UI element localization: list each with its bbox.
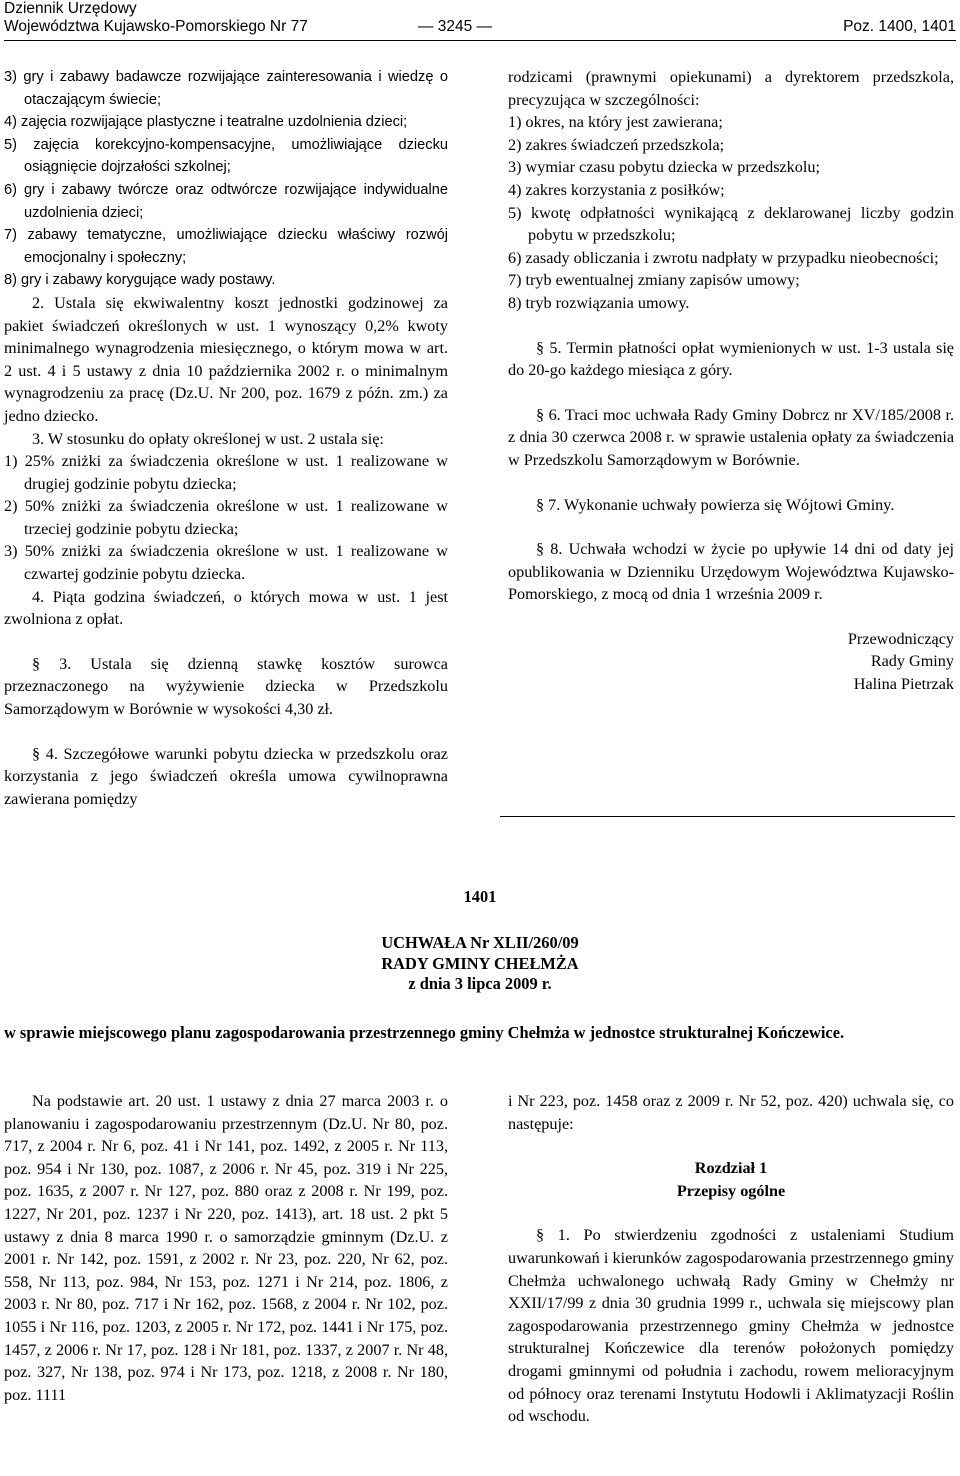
act-heading — [0, 933, 960, 995]
list-item: 1) okres, na który jest zawierana; — [508, 113, 723, 132]
spacer — [4, 721, 448, 743]
signature-name: Halina Pietrzak — [853, 675, 954, 694]
left-column — [4, 66, 448, 810]
bottom-left-column — [4, 1090, 448, 1406]
voivodeship-issue: Województwa Kujawsko-Pomorskiego Nr 77 — [4, 18, 308, 35]
section-8: § 8. Uchwała wchodzi w życie po upływie 14 dni od daty jej opublikowania w Dzienniku Urzędowym Województwa Kujawsko-Pomorskiego, z mocą od dnia 1 września 2009 r. — [508, 540, 954, 604]
list-item: 2) 50% zniżki za świadczenia określone w ust. 1 realizowane w trzeciej godzinie pobytu dziecka; — [4, 497, 448, 538]
list-item: 5) zajęcia korekcyjno-kompensacyjne, umożliwiające dziecku osiągnięcie dojrzałości szkolnej; — [4, 136, 448, 176]
list-item: 3) 50% zniżki za świadczenia określone w ust. 1 realizowane w czwartej godzinie pobytu dziecka. — [4, 542, 448, 584]
section-7: § 7. Wykonanie uchwały powierza się Wójtowi Gminy. — [536, 495, 895, 514]
list-item: 1) 25% zniżki za świadczenia określone w ust. 1 realizowane w drugiej godzinie pobytu dziecka; — [4, 452, 448, 493]
list-item: 4) zajęcia rozwijające plastyczne i teatralne uzdolnienia dzieci; — [4, 114, 408, 131]
spacer — [508, 606, 954, 628]
signature-body: Rady Gminy — [870, 652, 954, 671]
list-item: 5) kwotę odpłatności wynikającą z deklarowanej liczby godzin pobytu w przedszkolu; — [508, 203, 954, 245]
spacer — [4, 631, 448, 653]
page-number: — 3245 — — [418, 18, 493, 35]
list-item: 4) zakres korzystania z posiłków; — [508, 180, 725, 199]
list-item: 6) zasady obliczania i zwrotu nadpłaty w przypadku nieobecności; — [508, 248, 939, 267]
section-5: § 5. Termin płatności opłat wymienionych w ust. 1-3 ustala się do 20-go każdego miesiąca z góry. — [508, 338, 954, 380]
chapter-label: Rozdział 1 — [694, 1159, 768, 1178]
section-1: § 1. Po stwierdzeniu zgodności z ustaleniami Studium uwarunkowań i kierunków zagospodarowania przestrzennego gminy Chełmża uchwalonego uchwałą Rady Gminy w Chełmży nr XXII/17/99 z dnia 30 grudnia 1999 r., uchwala się miejscowy plan zagospodarowania przestrzennego gminy Chełmża w jednostce strukturalnej Kończewice dla terenów położonych pomiędzy drogami gminnymi od południa i zachodu, rowem melioracyjnym od północy oraz terenami Instytutu Hodowli i Aklimatyzacji Roślin od wschodu. — [508, 1226, 954, 1426]
list-item: 6) gry i zabawy twórcze oraz odtwórcze rozwijające indywidualne uzdolnienia dzieci; — [4, 181, 448, 221]
paragraph: 3. W stosunku do opłaty określonej w ust. 2 ustala się: — [32, 429, 384, 448]
spacer — [508, 1135, 954, 1157]
legal-basis-continued: i Nr 223, poz. 1458 oraz z 2009 r. Nr 52, poz. 420) uchwala się, co następuje: — [508, 1092, 954, 1133]
act-date: z dnia 3 lipca 2009 r. — [408, 974, 552, 993]
running-header — [4, 0, 956, 36]
position-numbers: Poz. 1400, 1401 — [843, 18, 956, 35]
list-item: 2) zakres świadczeń przedszkola; — [508, 135, 725, 154]
signature-block — [508, 628, 954, 696]
spacer — [508, 516, 954, 538]
section-6: § 6. Traci moc uchwała Rady Gminy Dobrcz nr XV/185/2008 r. z dnia 30 czerwca 2008 r. w sprawie ustalenia opłaty za świadczenia w Przedszkolu Samorządowym w Borównie. — [508, 405, 954, 469]
bottom-right-column — [508, 1090, 954, 1428]
spacer — [508, 1202, 954, 1224]
chapter-title: Przepisy ogólne — [676, 1181, 786, 1200]
spacer — [508, 382, 954, 404]
list-item: 7) zabawy tematyczne, umożliwiające dziecku właściwy rozwój emocjonalny i społeczny; — [4, 227, 448, 266]
header-rule — [4, 40, 956, 41]
right-column — [508, 66, 954, 696]
act-title: UCHWAŁA Nr XLII/260/09 — [381, 933, 579, 952]
spacer — [508, 472, 954, 494]
list-item: 7) tryb ewentualnej zmiany zapisów umowy; — [508, 271, 800, 290]
list-item: 3) gry i zabawy badawcze rozwijające zainteresowania i wiedzę o otaczającym świecie; — [4, 69, 448, 108]
act-issuer: RADY GMINY CHEŁMŻA — [381, 953, 579, 973]
section-end-rule — [500, 816, 955, 817]
paragraph: 2. Ustala się ekwiwalentny koszt jednostki godzinowej za pakiet świadczeń określonych w ust. 1 wynoszący 0,2% kwoty minimalnego wynagrodzenia miesięcznego, o którym mowa w art. 2 ust. 4 i 5 ustawy z dnia 10 października 2002 r. o minimalnym wynagrodzeniu za pracę (Dz.U. Nr 200, poz. 1679 z późn. zm.) za jedno dziecko. — [4, 293, 448, 425]
journal-name: Dziennik Urzędowy — [4, 0, 137, 17]
signature-role: Przewodniczący — [847, 629, 954, 648]
act-number: 1401 — [463, 887, 497, 906]
legal-basis: Na podstawie art. 20 ust. 1 ustawy z dnia 27 marca 2003 r. o planowaniu i zagospodarowaniu przestrzennym (Dz.U. Nr 80, poz. 717, z 2004 r. Nr 6, poz. 41 i Nr 141, poz. 1492, z 2005 r. Nr 113, poz. 954 i Nr 130, poz. 1087, z 2006 r. Nr 45, poz. 319 i Nr 225, poz. 1635, z 2007 r. Nr 127, poz. 880 oraz z 2008 r. Nr 199, poz. 1227, Nr 201, poz. 1237 i Nr 220, poz. 1413), art. 18 ust. 2 pkt 5 ustawy z dnia 8 marca 1990 r. o samorządzie gminnym (Dz.U. z 2001 r. Nr 142, poz. 1591, z 2002 r. Nr 23, poz. 220, Nr 62, poz. 558, Nr 113, poz. 984, Nr 153, poz. 1271 i Nr 214, poz. 1806, z 2003 r. Nr 80, poz. 717 i Nr 162, poz. 1568, z 2004 r. Nr 102, poz. 1055 i Nr 116, poz. 1203, z 2005 r. Nr 172, poz. 1441 i Nr 175, poz. 1457, z 2006 r. Nr 17, poz. 128 i Nr 181, poz. 1337, z 2007 r. Nr 48, poz. 327, Nr 138, poz. 974 i Nr 173, poz. 1218, z 2008 r. Nr 180, poz. 1111 — [4, 1092, 448, 1404]
list-item: 8) tryb rozwiązania umowy. — [508, 293, 690, 312]
list-item: 8) gry i zabawy korygujące wady postawy. — [4, 272, 276, 289]
section-3: § 3. Ustala się dzienną stawkę kosztów surowca przeznaczonego na wyżywienie dziecka w Przedszkolu Samorządowym w Borównie w wysokości 4,30 zł. — [4, 654, 448, 719]
act-subject: w sprawie miejscowego planu zagospodarowania przestrzennego gminy Chełmża w jednostce strukturalnej Kończewice. — [4, 1023, 845, 1042]
list-item: 3) wymiar czasu pobytu dziecka w przedszkolu; — [508, 158, 820, 177]
paragraph: 4. Piąta godzina świadczeń, o których mowa w ust. 1 jest zwolniona z opłat. — [4, 587, 448, 629]
paragraph: rodzicami (prawnymi opiekunami) a dyrektorem przedszkola, precyzująca w szczególności: — [508, 68, 954, 109]
spacer — [508, 315, 954, 337]
section-4: § 4. Szczegółowe warunki pobytu dziecka w przedszkolu oraz korzystania z jego świadczeń określa umowa cywilnoprawna zawierana pomiędzy — [4, 744, 448, 808]
